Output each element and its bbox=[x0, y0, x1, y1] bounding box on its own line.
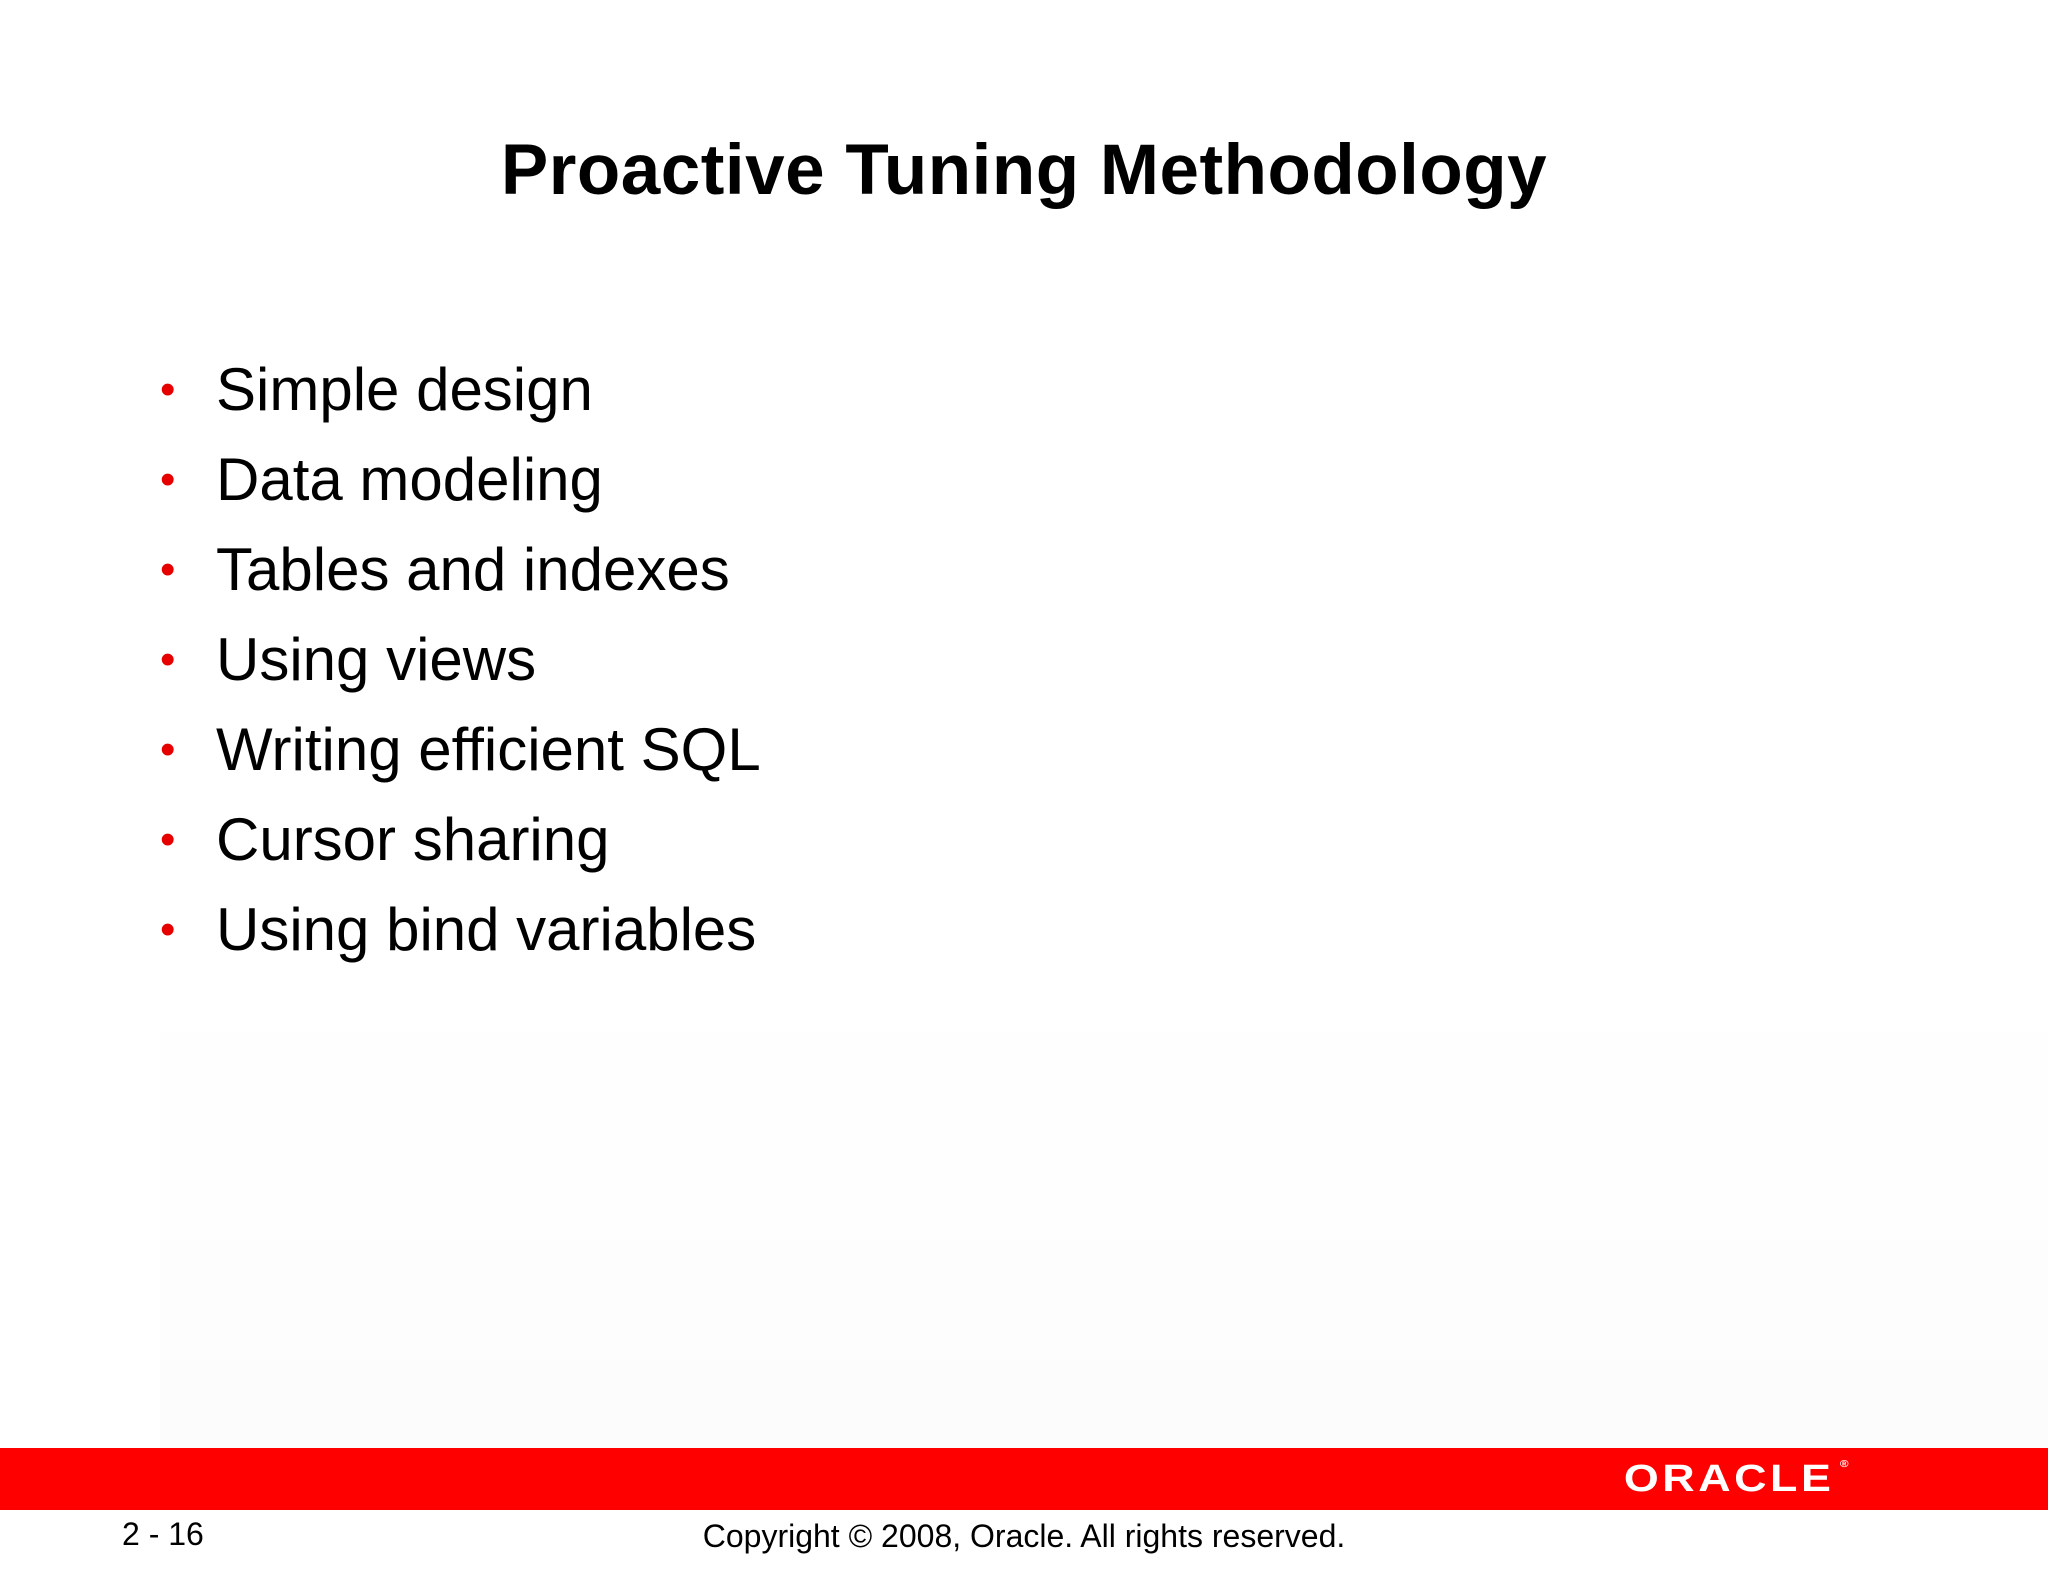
bullet-icon: • bbox=[160, 725, 176, 774]
bullet-text: Data modeling bbox=[216, 446, 603, 513]
slide-title: Proactive Tuning Methodology bbox=[500, 131, 1548, 210]
bullet-text: Simple design bbox=[216, 356, 593, 423]
bullet-text: Cursor sharing bbox=[216, 806, 610, 873]
bullet-icon: • bbox=[160, 455, 176, 504]
registered-mark: ® bbox=[1839, 1459, 1849, 1470]
bullet-icon: • bbox=[160, 815, 176, 864]
content-background bbox=[160, 960, 2048, 1450]
bullet-text: Using views bbox=[216, 626, 537, 693]
oracle-logo bbox=[1623, 1458, 1849, 1500]
logo-text: ORACLE bbox=[1623, 1458, 1834, 1500]
bullet-icon: • bbox=[160, 635, 176, 684]
bullet-text: Using bind variables bbox=[216, 896, 757, 963]
page-number: 2 - 16 bbox=[122, 1516, 204, 1552]
bullet-text: Writing efficient SQL bbox=[216, 716, 761, 783]
copyright-text: Copyright © 2008, Oracle. All rights reserved. bbox=[702, 1518, 1346, 1554]
bullet-icon: • bbox=[160, 365, 176, 414]
bullet-icon: • bbox=[160, 905, 176, 954]
bullet-icon: • bbox=[160, 545, 176, 594]
bullet-text: Tables and indexes bbox=[216, 536, 730, 603]
